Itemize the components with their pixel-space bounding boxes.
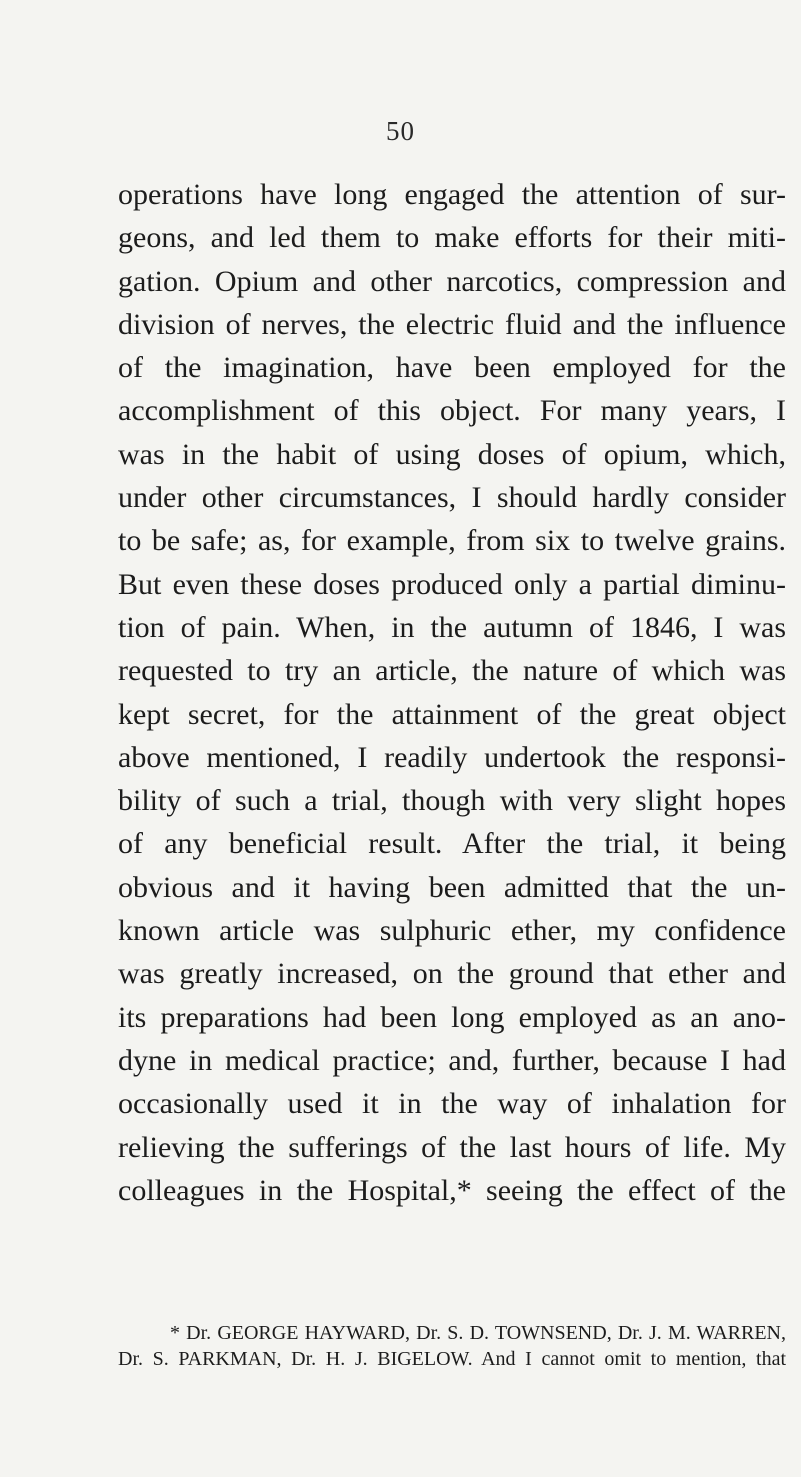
text-line: operations have long engaged the attention of sur- [118,178,786,211]
text-line: geons, and led them to make efforts for their miti- [118,221,786,255]
text-line: of any beneficial result. After the trial, it being [118,827,786,861]
text-line: was greatly increased, on the ground that ether and [118,957,786,991]
footnote [118,1320,786,1372]
text-line: dyne in medical practice; and, further, because I had [118,1043,786,1077]
footnote-line: * Dr. GEORGE HAYWARD, Dr. S. D. TOWNSEND, Dr. J. M. WARREN, [170,1322,786,1344]
text-line: But even these doses produced only a partial diminu- [118,567,786,601]
text-line: tion of pain. When, in the autumn of 1846, I was [118,610,786,644]
text-line: under other circumstances, I should hardly consider [118,481,786,515]
text-line: above mentioned, I readily undertook the responsi- [118,740,786,774]
text-line: obvious and it having been admitted that the un- [118,870,786,904]
text-line: bility of such a trial, though with very slight hopes [118,784,786,818]
text-line: of the imagination, have been employed for the [118,351,786,385]
text-line: to be safe; as, for example, from six to twelve grains. [118,524,786,558]
text-line: requested to try an article, the nature of which was [118,654,786,688]
text-line: colleagues in the Hospital,* seeing the effect of the [118,1173,786,1207]
text-line: known article was sulphuric ether, my confidence [118,914,786,948]
text-line: division of nerves, the electric fluid and the influence [118,307,786,341]
text-line: occasionally used it in the way of inhalation for [118,1087,786,1121]
text-line: relieving the sufferings of the last hours of life. My [118,1130,786,1164]
text-line: kept secret, for the attainment of the great object [118,697,786,731]
text-line: accomplishment of this object. For many years, I [118,394,786,428]
page-number: 50 [386,116,415,146]
text-line: its preparations had been long employed as an ano- [118,1000,786,1034]
body-text [118,173,786,1212]
footnote-line: Dr. S. PARKMAN, Dr. H. J. BIGELOW. And I cannot omit to mention, that [118,1348,786,1370]
text-line: gation. Opium and other narcotics, compression and [118,264,786,298]
text-line: was in the habit of using doses of opium, which, [118,437,786,471]
